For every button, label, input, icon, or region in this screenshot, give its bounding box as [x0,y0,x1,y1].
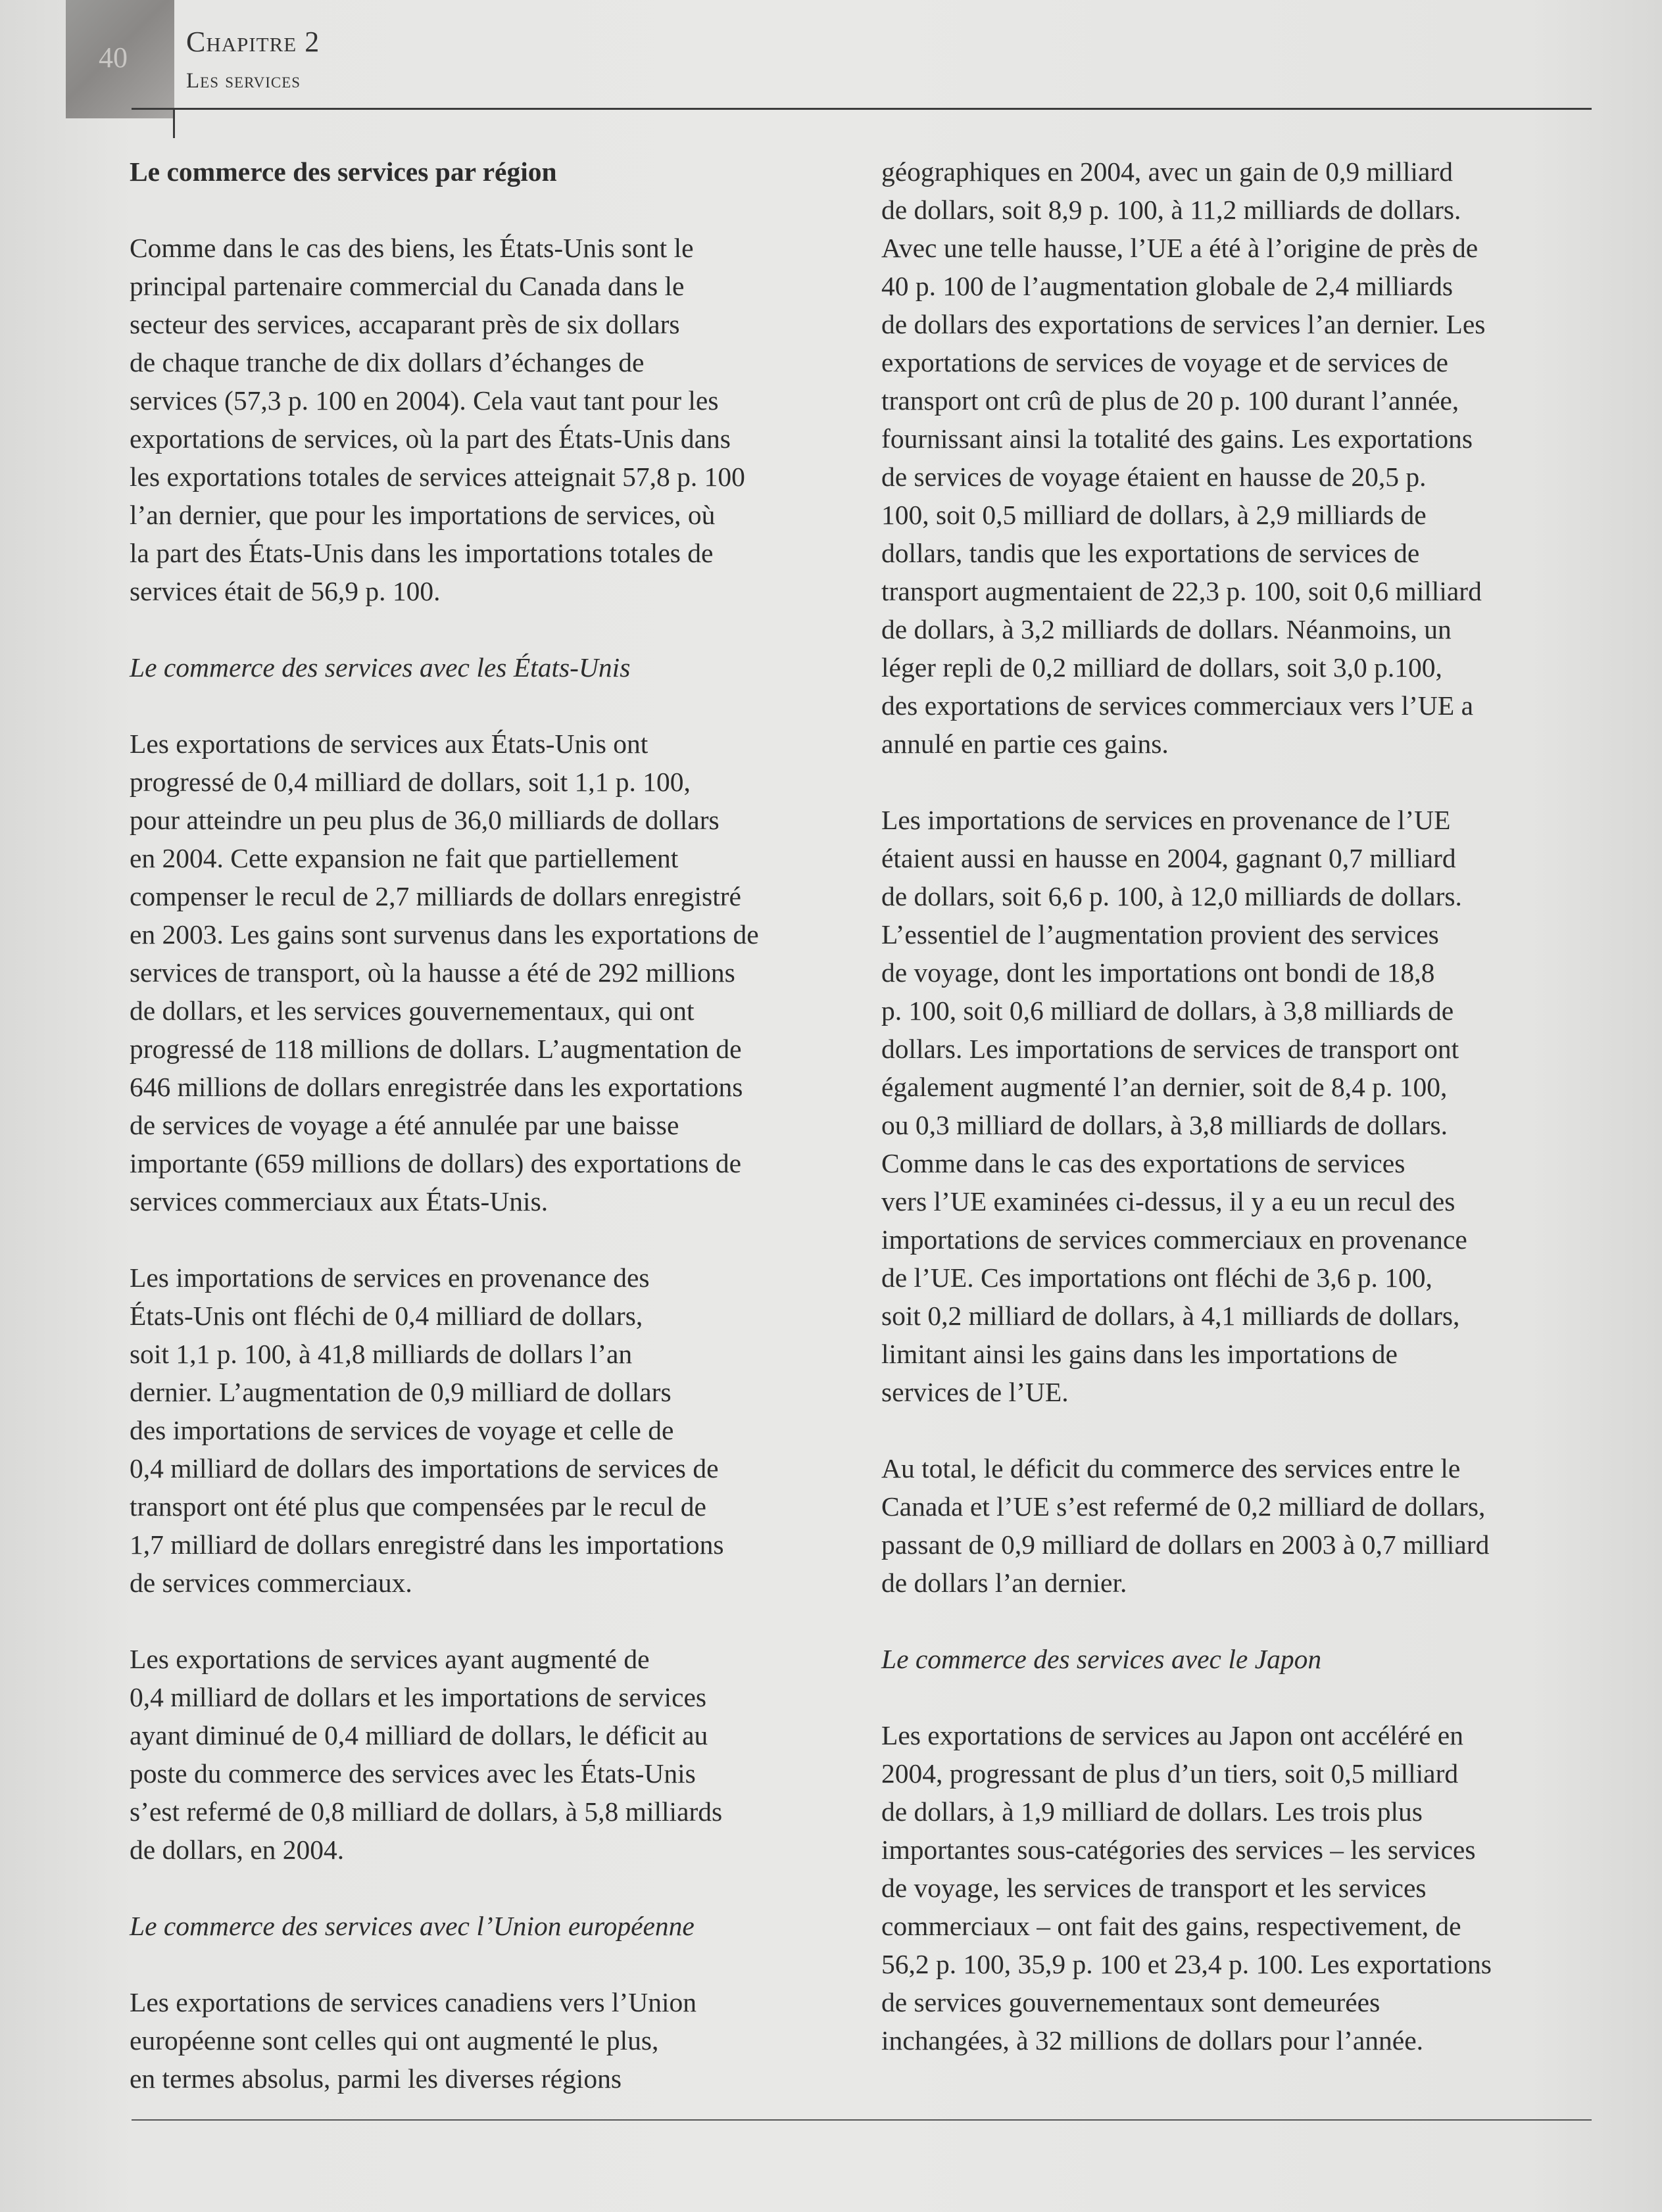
text-line: en 2003. Les gains sont survenus dans les exportations de [130,919,759,950]
chapter-title: Chapitre 2 [186,26,320,58]
subsection-heading [130,1907,856,1945]
running-section-title: Les services [186,69,301,93]
text-line: fournissant ainsi la totalité des gains. Les exportations [881,423,1473,454]
text-line: services de l’UE. [881,1377,1069,1407]
text-line: Comme dans le cas des biens, les États-Unis sont le [130,233,694,263]
text-line: dollars. Les importations de services de transport ont [881,1034,1459,1064]
text-line: de dollars, en 2004. [130,1835,345,1865]
text-line: passant de 0,9 milliard de dollars en 2003 à 0,7 milliard [881,1529,1490,1560]
text-line: dollars, tandis que les exportations de services de [881,538,1420,568]
text-line: en termes absolus, parmi les diverses régions [130,2063,622,2094]
text-line: compenser le recul de 2,7 milliards de dollars enregistré [130,881,741,911]
text-line: Les exportations de services aux États-Unis ont [130,729,648,759]
text-line: des exportations de services commerciaux vers l’UE a [881,690,1473,721]
text-line: exportations de services de voyage et de services de [881,347,1448,377]
text-line: transport ont crû de plus de 20 p. 100 durant l’année, [881,385,1459,416]
text-line: de services gouvernementaux sont demeurées [881,1987,1381,2017]
text-line: Les importations de services en provenance de l’UE [881,805,1451,835]
header-rule [132,108,1592,110]
text-line: Canada et l’UE s’est refermé de 0,2 milliard de dollars, [881,1491,1486,1522]
text-line: p. 100, soit 0,6 milliard de dollars, à 3,8 milliards de [881,996,1454,1026]
text-line: secteur des services, accaparant près de six dollars [130,309,680,339]
text-line: Le commerce des services avec le Japon [881,1644,1322,1674]
text-line: 0,4 milliard de dollars et les importations de services [130,1682,707,1712]
paragraph [130,1259,856,1602]
text-line: pour atteindre un peu plus de 36,0 milliards de dollars [130,805,720,835]
text-line: s’est refermé de 0,8 milliard de dollars, à 5,8 milliards [130,1796,723,1827]
text-line: les exportations totales de services atteignait 57,8 p. 100 [130,462,745,492]
text-line: de dollars, soit 8,9 p. 100, à 11,2 milliards de dollars. [881,195,1461,225]
text-line: 2004, progressant de plus d’un tiers, soit 0,5 milliard [881,1758,1459,1789]
text-line: Avec une telle hausse, l’UE a été à l’origine de près de [881,233,1479,263]
text-line: de services commerciaux. [130,1568,412,1598]
text-line: transport augmentaient de 22,3 p. 100, soit 0,6 milliard [881,576,1482,606]
paragraph [881,153,1605,763]
text-line: soit 1,1 p. 100, à 41,8 milliards de dollars l’an [130,1339,633,1369]
text-line: en 2004. Cette expansion ne fait que partiellement [130,843,679,873]
text-line: poste du commerce des services avec les États-Unis [130,1758,696,1789]
text-line: de voyage, dont les importations ont bondi de 18,8 [881,957,1435,988]
text-line: dernier. L’augmentation de 0,9 milliard de dollars [130,1377,672,1407]
text-line: vers l’UE examinées ci-dessus, il y a eu un recul des [881,1186,1455,1216]
text-line: de dollars, à 1,9 milliard de dollars. Les trois plus [881,1796,1423,1827]
text-line: progressé de 118 millions de dollars. L’augmentation de [130,1034,742,1064]
paragraph [881,801,1605,1411]
right-column [881,153,1605,2059]
text-line: limitant ainsi les gains dans les importations de [881,1339,1398,1369]
text-line: léger repli de 0,2 milliard de dollars, soit 3,0 p.100, [881,652,1442,683]
text-line: importantes sous-catégories des services – les services [881,1835,1476,1865]
text-line: soit 0,2 milliard de dollars, à 4,1 milliards de dollars, [881,1301,1460,1331]
paragraph [130,1640,856,1869]
text-line: services de transport, où la hausse a été de 292 millions [130,957,735,988]
paragraph [130,725,856,1220]
text-line: Les importations de services en provenance des [130,1262,650,1293]
text-line: étaient aussi en hausse en 2004, gagnant 0,7 milliard [881,843,1456,873]
text-line: de dollars, soit 6,6 p. 100, à 12,0 milliards de dollars. [881,881,1462,911]
page-number: 40 [99,41,128,74]
text-line: exportations de services, où la part des États-Unis dans [130,423,731,454]
text-line: 100, soit 0,5 milliard de dollars, à 2,9 milliards de [881,500,1427,530]
text-line: 40 p. 100 de l’augmentation globale de 2,4 milliards [881,271,1454,301]
text-line: Le commerce des services avec les États-Unis [130,652,631,683]
section-heading [130,153,856,191]
text-line: Comme dans le cas des exportations de services [881,1148,1405,1178]
text-line: 646 millions de dollars enregistrée dans les exportations [130,1072,743,1102]
text-line: 1,7 milliard de dollars enregistré dans les importations [130,1529,724,1560]
text-line: annulé en partie ces gains. [881,729,1169,759]
text-line: également augmenté l’an dernier, soit de 8,4 p. 100, [881,1072,1448,1102]
text-line: de chaque tranche de dix dollars d’échanges de [130,347,645,377]
text-line: Les exportations de services ayant augmenté de [130,1644,650,1674]
paragraph [881,1449,1605,1602]
text-line: l’an dernier, que pour les importations de services, où [130,500,716,530]
text-line: de dollars l’an dernier. [881,1568,1127,1598]
text-line: européenne sont celles qui ont augmenté le plus, [130,2025,659,2056]
subsection-heading [130,648,856,686]
text-line: progressé de 0,4 milliard de dollars, soit 1,1 p. 100, [130,767,691,797]
text-line: de dollars, et les services gouvernementaux, qui ont [130,996,695,1026]
text-line: de services de voyage étaient en hausse de 20,5 p. [881,462,1427,492]
text-line: inchangées, à 32 millions de dollars pour l’année. [881,2025,1424,2056]
text-line: Le commerce des services par région [130,156,557,187]
text-line: commerciaux – ont fait des gains, respectivement, de [881,1911,1461,1941]
text-line: 0,4 milliard de dollars des importations de services de [130,1453,719,1483]
left-column [130,153,856,2098]
text-line: des importations de services de voyage et celle de [130,1415,674,1445]
text-line: géographiques en 2004, avec un gain de 0,9 milliard [881,156,1453,187]
paragraph [130,229,856,610]
text-line: principal partenaire commercial du Canada dans le [130,271,685,301]
text-line: États-Unis ont fléchi de 0,4 milliard de dollars, [130,1301,643,1331]
text-line: Le commerce des services avec l’Union européenne [130,1911,695,1941]
paragraph [881,1716,1605,2059]
footer-rule [132,2119,1592,2121]
text-line: L’essentiel de l’augmentation provient des services [881,919,1439,950]
text-line: Au total, le déficit du commerce des services entre le [881,1453,1461,1483]
paragraph [130,1983,856,2098]
text-line: 56,2 p. 100, 35,9 p. 100 et 23,4 p. 100. Les exportations [881,1949,1492,1979]
text-line: importations de services commerciaux en provenance [881,1224,1467,1255]
text-line: transport ont été plus que compensées par le recul de [130,1491,706,1522]
text-line: importante (659 millions de dollars) des exportations de [130,1148,742,1178]
text-line: services (57,3 p. 100 en 2004). Cela vaut tant pour les [130,385,719,416]
text-line: ayant diminué de 0,4 milliard de dollars, le déficit au [130,1720,708,1750]
text-line: de l’UE. Ces importations ont fléchi de 3,6 p. 100, [881,1262,1432,1293]
text-line: de dollars, à 3,2 milliards de dollars. Néanmoins, un [881,614,1452,644]
text-line: ou 0,3 milliard de dollars, à 3,8 milliards de dollars. [881,1110,1448,1140]
text-line: services était de 56,9 p. 100. [130,576,441,606]
text-line: services commerciaux aux États-Unis. [130,1186,549,1216]
text-line: de voyage, les services de transport et les services [881,1873,1427,1903]
subsection-heading [881,1640,1605,1678]
text-line: Les exportations de services canadiens vers l’Union [130,1987,697,2017]
text-line: de dollars des exportations de services l’an dernier. Les [881,309,1486,339]
text-line: Les exportations de services au Japon ont accéléré en [881,1720,1463,1750]
header-rule-tick [173,108,175,138]
text-line: la part des États-Unis dans les importations totales de [130,538,714,568]
text-line: de services de voyage a été annulée par une baisse [130,1110,679,1140]
